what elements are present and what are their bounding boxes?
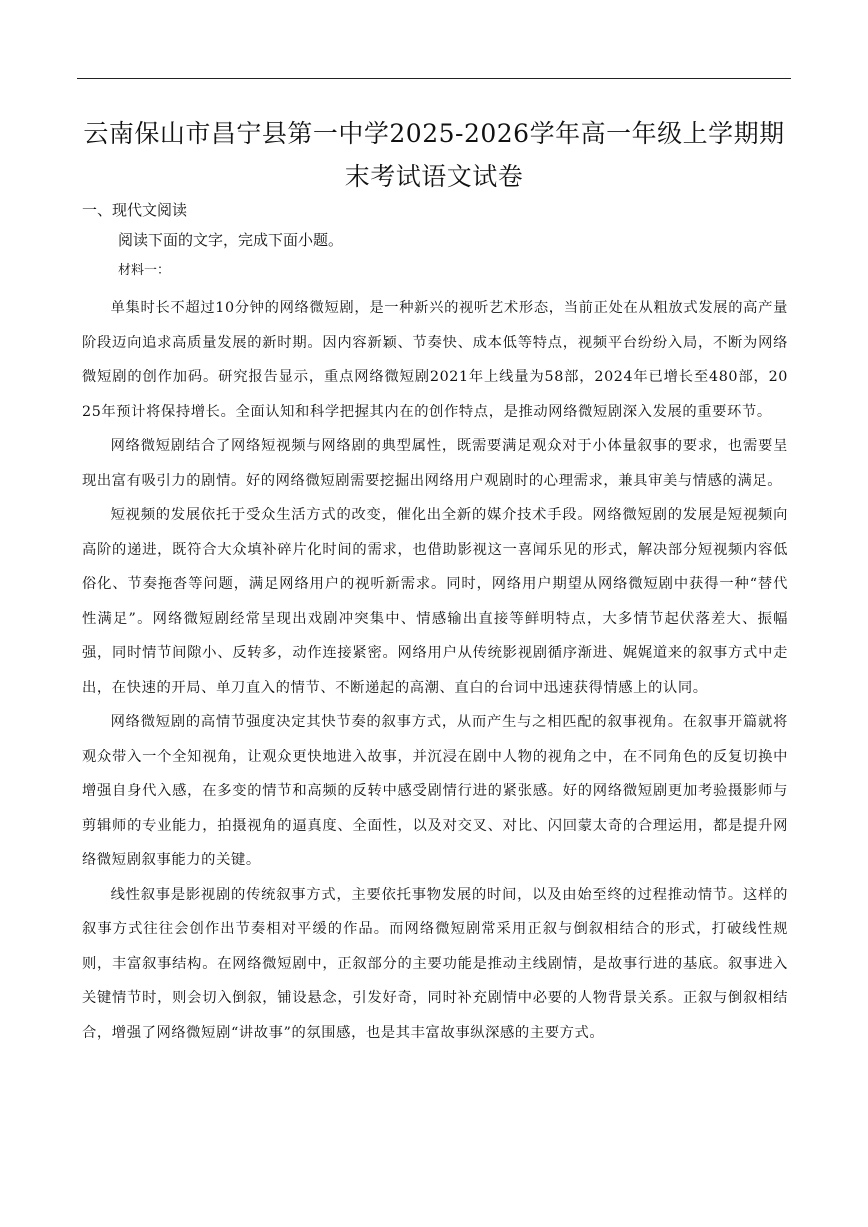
header-divider <box>77 78 791 79</box>
exam-title: 云南保山市昌宁县第一中学2025-2026学年高一年级上学期期末考试语文试卷 <box>83 119 785 191</box>
reading-instruction: 阅读下面的文字，完成下面小题。 <box>118 231 344 249</box>
paragraph: 单集时长不超过10分钟的网络微短剧，是一种新兴的视听艺术形态，当前正处在从粗放式发展的高产量阶段迈向追求高质量发展的新时期。因内容新颖、节奏快、成本低等特点，视频平台纷纷入局，不断为网络微短剧的创作加码。研究报告显示，重点网络微短剧2021年上线量为58部，2024年已增长至480部，2025年预计将保持增长。全面认知和科学把握其内在的创作特点，是推动网络微短剧深入发展的重要环节。 <box>82 300 788 420</box>
paragraph: 网络微短剧的高情节强度决定其快节奏的叙事方式，从而产生与之相匹配的叙事视角。在叙事开篇就将观众带入一个全知视角，让观众更快地进入故事，并沉浸在剧中人物的视角之中，在不同角色的反复切换中增强自身代入感，在多变的情节和高频的反转中感受剧情行进的紧张感。好的网络微短剧更加考验摄影师与剪辑师的专业能力，拍摄视角的逼真度、全面性，以及对交叉、对比、闪回蒙太奇的合理运用，都是提升网络微短剧叙事能力的关键。 <box>82 714 788 868</box>
paragraph: 短视频的发展依托于受众生活方式的改变，催化出全新的媒介技术手段。网络微短剧的发展是短视频向高阶的递进，既符合大众填补碎片化时间的需求，也借助影视这一喜闻乐见的形式，解决部分短视频内容低俗化、节奏拖沓等问题，满足网络用户的视听新需求。同时，网络用户期望从网络微短剧中获得一种“替代性满足”。网络微短剧经常呈现出戏剧冲突集中、情感输出直接等鲜明特点，大多情节起伏落差大、振幅强，同时情节间隙小、反转多，动作连接紧密。网络用户从传统影视剧循序渐进、娓娓道来的叙事方式中走出，在快速的开局、单刀直入的情节、不断递起的高潮、直白的台词中迅速获得情感上的认同。 <box>82 507 788 696</box>
material-label: 材料一： <box>118 263 171 278</box>
section-heading: 一、现代文阅读 <box>82 201 188 219</box>
paragraph: 网络微短剧结合了网络短视频与网络剧的典型属性，既需要满足观众对于小体量叙事的要求，也需要呈现出富有吸引力的剧情。好的网络微短剧需要挖掘出网络用户观剧时的心理需求，兼具审美与情感的满足。 <box>82 438 788 489</box>
paragraph: 线性叙事是影视剧的传统叙事方式，主要依托事物发展的时间，以及由始至终的过程推动情节。这样的叙事方式往往会创作出节奏相对平缓的作品。而网络微短剧常采用正叙与倒叙相结合的形式，打破线性规则，丰富叙事结构。在网络微短剧中，正叙部分的主要功能是推动主线剧情，是故事行进的基底。叙事进入关键情节时，则会切入倒叙，铺设悬念，引发好奇，同时补充剧情中必要的人物背景关系。正叙与倒叙相结合，增强了网络微短剧“讲故事”的氛围感，也是其丰富故事纵深感的主要方式。 <box>82 886 788 1041</box>
material-text <box>82 291 788 1050</box>
